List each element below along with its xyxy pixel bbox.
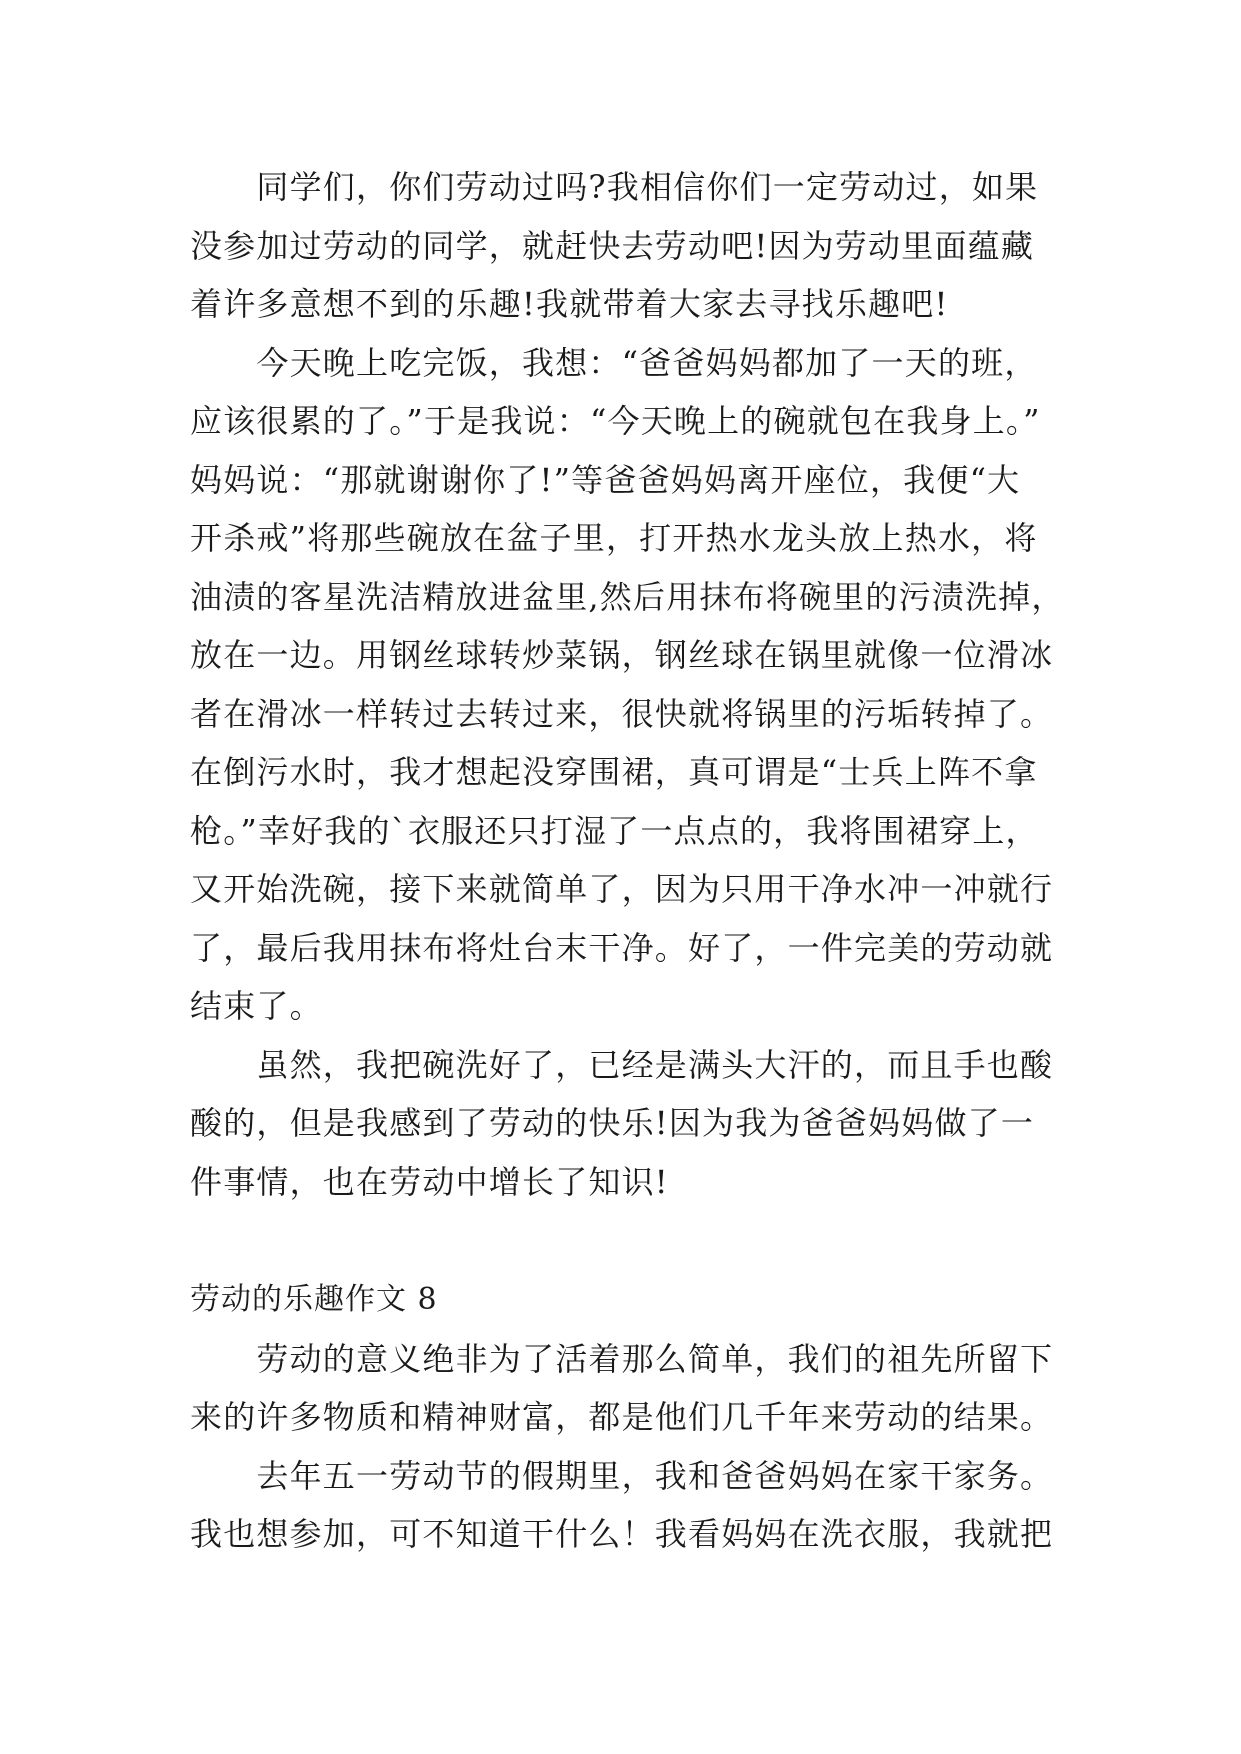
text-line: 油渍的客星洗洁精放进盆里,然后用抹布将碗里的污渍洗掉， <box>190 577 1065 616</box>
text-line: 没参加过劳动的同学，就赶快去劳动吧!因为劳动里面蕴藏 <box>190 226 1035 265</box>
text-line: 虽然，我把碗洗好了，已经是满头大汗的，而且手也酸 <box>190 1045 1054 1084</box>
document-page <box>190 158 1070 1564</box>
text-line: 今天晚上吃完饭，我想：“爸爸妈妈都加了一天的班， <box>190 343 1038 382</box>
section-heading: 劳动的乐趣作文 8 <box>190 1282 438 1317</box>
text-line: 在倒污水时，我才想起没穿围裙，真可谓是“士兵上阵不拿 <box>190 753 1038 791</box>
text-line: 放在一边。用钢丝球转炒菜锅，钢丝球在锅里就像一位滑冰 <box>190 636 1054 674</box>
text-line: 枪。”幸好我的`衣服还只打湿了一点点的，我将围裙穿上， <box>190 811 1039 850</box>
text-line: 件事情，也在劳动中增长了知识! <box>190 1162 669 1201</box>
section-spacer <box>190 1211 1070 1271</box>
text-line: 去年五一劳动节的假期里，我和爸爸妈妈在家干家务。 <box>190 1456 1054 1495</box>
text-line: 又开始洗碗，接下来就简单了，因为只用干净水冲一冲就行 <box>190 870 1054 908</box>
text-line: 来的许多物质和精神财富，都是他们几千年来劳动的结果。 <box>190 1398 1054 1436</box>
text-line: 劳动的意义绝非为了活着那么简单，我们的祖先所留下 <box>190 1339 1054 1378</box>
paragraph-4 <box>190 1330 1070 1447</box>
text-line: 妈妈说：“那就谢谢你了!”等爸爸妈妈离开座位，我便“大 <box>190 460 1021 499</box>
text-line: 结束了。 <box>190 987 323 1025</box>
text-line: 开杀戒”将那些碗放在盆子里，打开热水龙头放上热水，将 <box>190 519 1038 557</box>
text-line: 酸的，但是我感到了劳动的快乐!因为我为爸爸妈妈做了一 <box>190 1104 1035 1142</box>
text-line: 应该很累的了。”于是我说：“今天晚上的碗就包在我身上。” <box>190 402 1041 440</box>
paragraph-5 <box>190 1447 1070 1564</box>
paragraph-1 <box>190 158 1070 334</box>
text-line: 我也想参加，可不知道干什么！我看妈妈在洗衣服，我就把 <box>190 1515 1054 1553</box>
text-line: 同学们，你们劳动过吗?我相信你们一定劳动过，如果 <box>190 168 1039 206</box>
paragraph-2 <box>190 334 1070 1036</box>
text-line: 者在滑冰一样转过去转过来，很快就将锅里的污垢转掉了。 <box>190 694 1054 733</box>
paragraph-3 <box>190 1036 1070 1212</box>
text-line: 着许多意想不到的乐趣!我就带着大家去寻找乐趣吧! <box>190 285 949 323</box>
text-line: 了，最后我用抹布将灶台末干净。好了，一件完美的劳动就 <box>190 928 1054 967</box>
